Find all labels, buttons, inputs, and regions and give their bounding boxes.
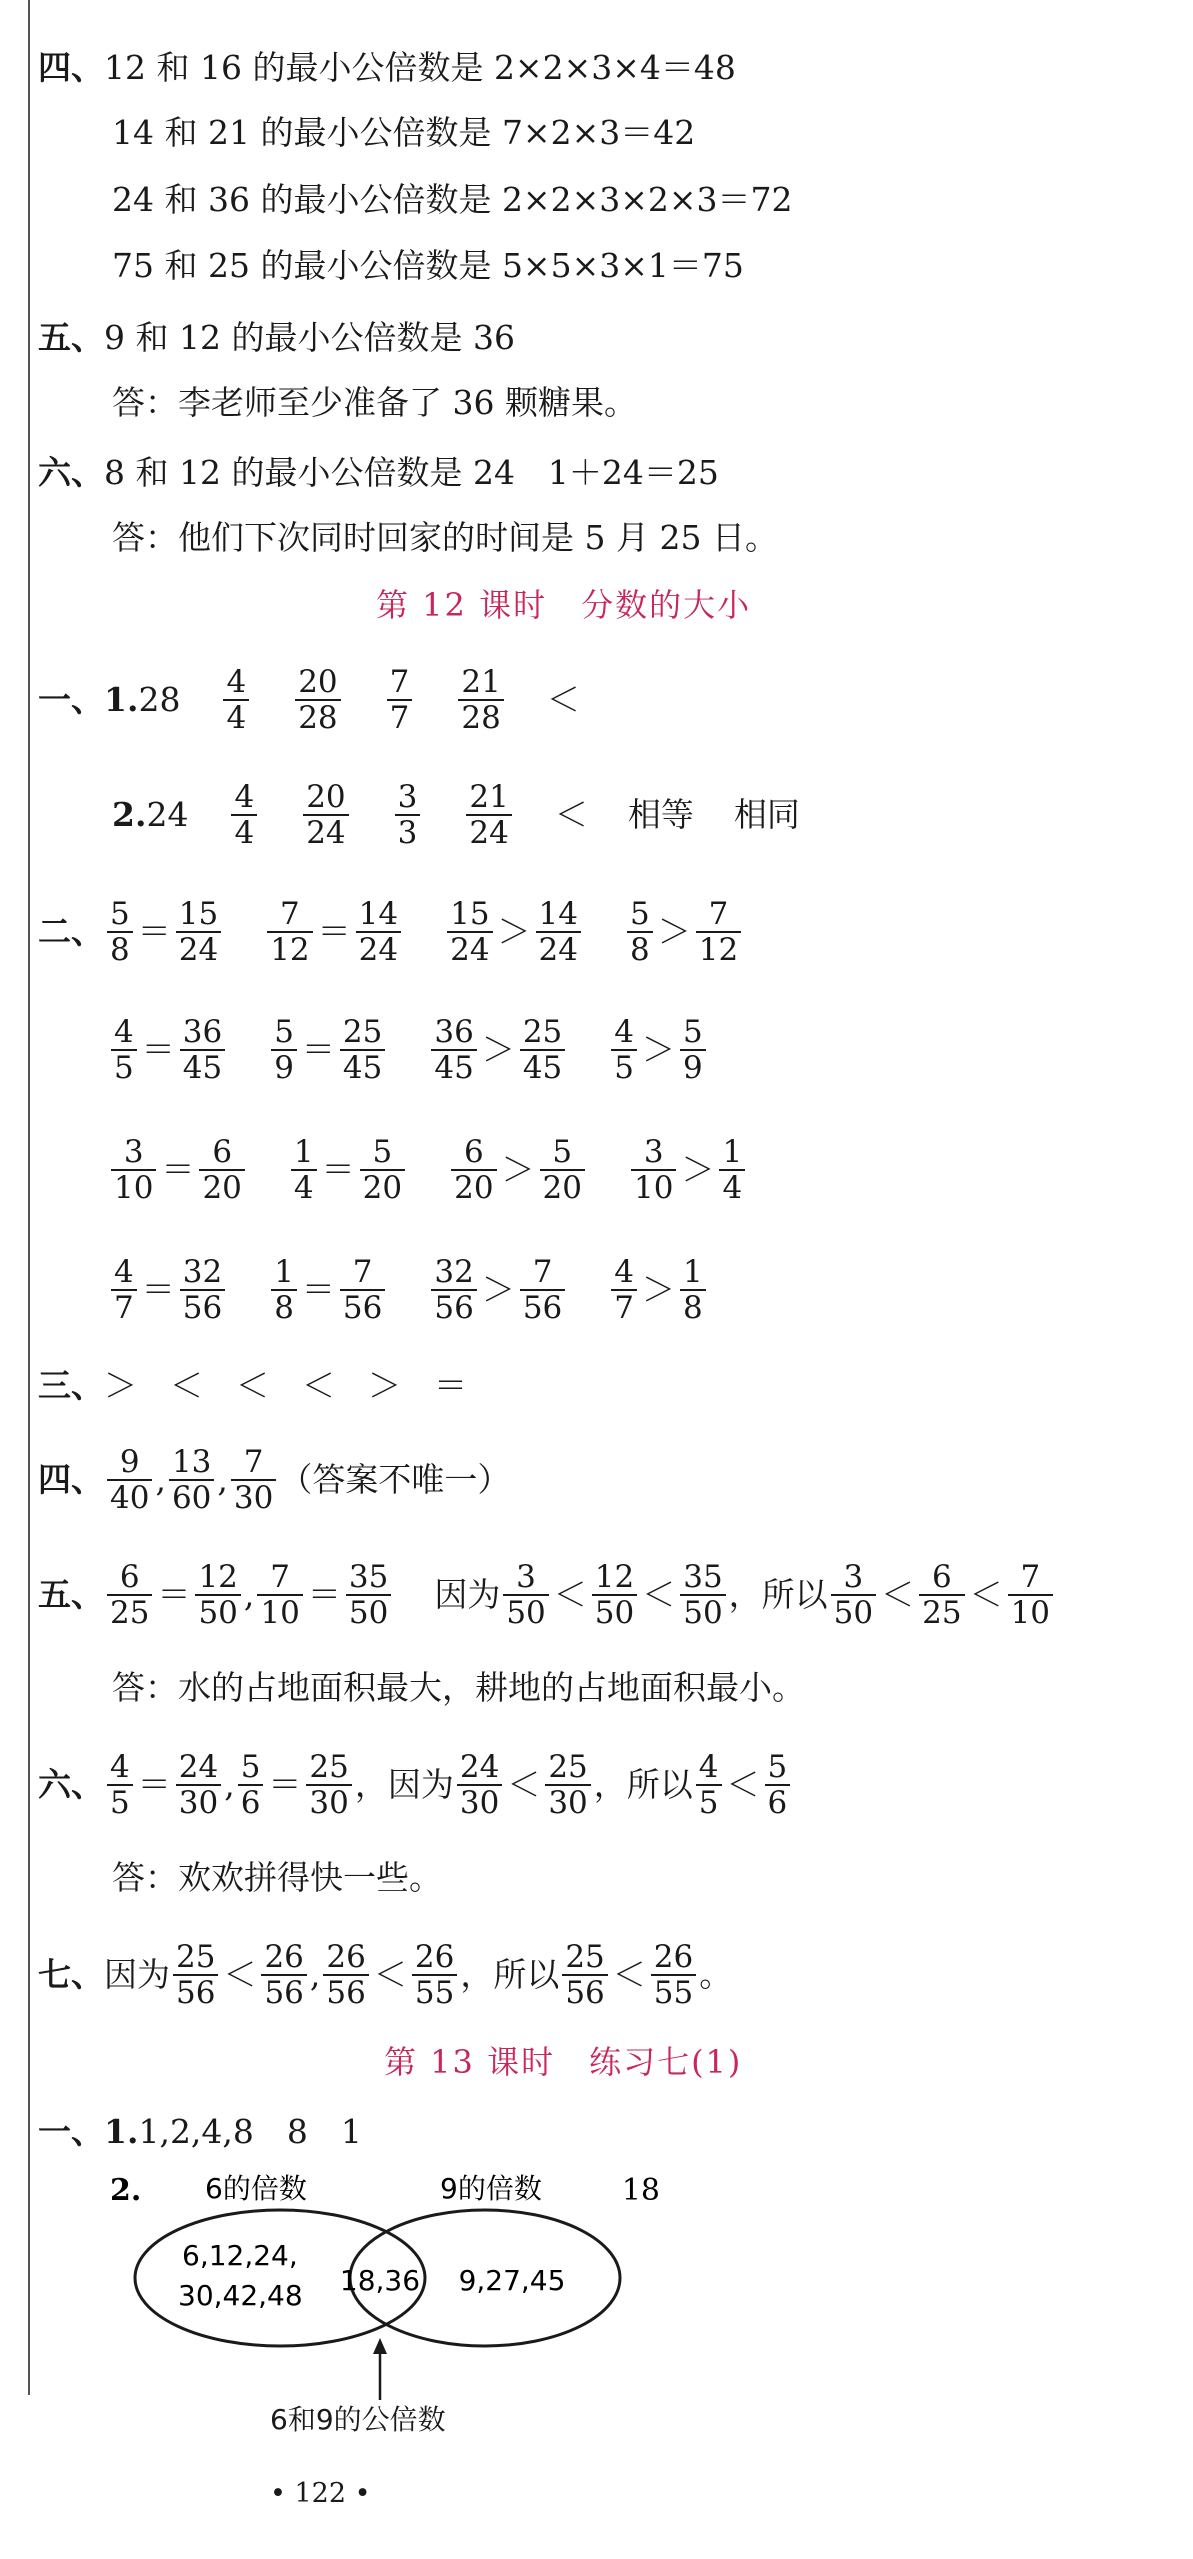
- p12-s5-answer: [112, 1668, 805, 1708]
- p12-s4: 四、 $\frac{9}{40}$ , $\frac{13}{60}$ , $\frac{7}{30}$ （答案不唯一）: [38, 1444, 511, 1516]
- sec6-answer: [112, 518, 778, 558]
- p12-s7: 七、 因为 $\frac{25}{56}$ ＜ $\frac{26}{56}$ , $\frac{26}{56}$ ＜ $\frac{26}{55}$ ，所以 $\frac{25}{56}$ ＜ $\frac{26}{55}$ 。: [38, 1939, 733, 2011]
- lesson-12-heading: [376, 585, 751, 625]
- venn-left-title: 6的倍数: [205, 2172, 307, 2205]
- question-number: 1.: [104, 680, 139, 719]
- text: 答：欢欢拼得快一些。: [112, 1858, 442, 1897]
- p12-s2-row-2: $\frac{4}{5}$ ＝ $\frac{36}{45}$ $\frac{5}{9}$ ＝ $\frac{25}{45}$ $\frac{36}{45}$ ＞ $\frac{25}{45}$ $\frac{4}{5}$ ＞ $\frac{5}{9}$: [108, 1010, 709, 1090]
- fraction: $\frac{21}{24}$: [466, 780, 511, 850]
- text: 因为: [104, 1955, 170, 1994]
- fraction: $\frac{20}{24}$: [303, 780, 348, 850]
- text: 第 12 课时 分数的大小: [376, 586, 752, 624]
- comparison-sign: ＜: [554, 795, 588, 834]
- p13-q1: [38, 2112, 362, 2152]
- text: 答：他们下次同时回家的时间是 5 月 25 日。: [112, 518, 778, 557]
- lesson-13-heading: [384, 2042, 742, 2082]
- text: 。: [699, 1955, 733, 1994]
- text: 9 和 12 的最小公倍数是 36: [104, 318, 515, 357]
- text: （答案不唯一）: [279, 1460, 511, 1499]
- p12-q2: [112, 775, 800, 855]
- text: 28: [138, 680, 181, 719]
- text: 因为: [434, 1575, 501, 1614]
- text: 24 和 36 的最小公倍数是 2×2×3×2×3＝72: [112, 180, 793, 219]
- p12-s6: 六、 $\frac{4}{5}$ ＝ $\frac{24}{30}$ , $\frac{5}{6}$ ＝ $\frac{25}{30}$ ，因为 $\frac{24}{30}$ ＜ $\frac{25}{30}$ ，所以 $\frac{4}{5}$ ＜ $\frac{5}{6}$: [38, 1745, 793, 1825]
- text: 12 和 16 的最小公倍数是 2×2×3×4＝48: [104, 48, 736, 87]
- text: 8 和 12 的最小公倍数是 24 1＋24＝25: [104, 453, 719, 492]
- text: 相等: [627, 795, 694, 834]
- section-label: 一、: [38, 680, 104, 719]
- text: 1,2,4,8 8 1: [138, 2112, 362, 2151]
- text: 答：李老师至少准备了 36 颗糖果。: [112, 383, 637, 422]
- p12-s2-row-3: $\frac{3}{10}$ ＝ $\frac{6}{20}$ $\frac{1}{4}$ ＝ $\frac{5}{20}$ $\frac{6}{20}$ ＞ $\frac{5}{20}$ $\frac{3}{10}$ ＞ $\frac{1}{4}$: [108, 1130, 748, 1210]
- fraction: $\frac{4}{4}$: [231, 780, 257, 850]
- sec5-answer: [112, 383, 637, 423]
- text: 24: [146, 795, 189, 834]
- text: 相同: [733, 795, 800, 834]
- fraction: $\frac{7}{7}$: [387, 665, 413, 735]
- text: ，所以: [728, 1575, 828, 1614]
- text: 14 和 21 的最小公倍数是 7×2×3＝42: [112, 113, 696, 152]
- sec5-line-1: [38, 318, 515, 358]
- p12-q1: [38, 660, 580, 740]
- fraction: $\frac{3}{3}$: [395, 780, 421, 850]
- pointer-arrow-head: [373, 2338, 387, 2354]
- p12-s2-row-4: $\frac{4}{7}$ ＝ $\frac{32}{56}$ $\frac{1}{8}$ ＝ $\frac{7}{56}$ $\frac{32}{56}$ ＞ $\frac{7}{56}$ $\frac{4}{7}$ ＞ $\frac{1}{8}$: [108, 1250, 709, 1330]
- sec4-line-2: [112, 113, 695, 153]
- venn-answer: 18: [621, 2173, 660, 2208]
- fraction: $\frac{20}{28}$: [295, 665, 340, 735]
- section-label: 五、: [38, 318, 104, 357]
- section-label: 三、: [38, 1366, 104, 1405]
- section-label: 六、: [38, 1765, 104, 1804]
- venn-left-text-2: 30,42,48: [178, 2279, 303, 2312]
- page-number: • 122 •: [270, 2478, 371, 2509]
- question-number: 1.: [104, 2112, 139, 2151]
- sec4-line-1: [38, 48, 736, 88]
- section-label: 四、: [38, 48, 104, 87]
- p12-s5: 五、 $\frac{6}{25}$ ＝ $\frac{12}{50}$ , $\frac{7}{10}$ ＝ $\frac{35}{50}$ 因为 $\frac{3}{50}$ ＜ $\frac{12}{50}$ ＜ $\frac{35}{50}$ ，所以 $\frac{3}{50}$ ＜ $\frac{6}{25}$ ＜ $\frac{7}{10}$: [38, 1555, 1056, 1635]
- section-label: 五、: [38, 1575, 104, 1614]
- fraction: $\frac{4}{4}$: [223, 665, 249, 735]
- p12-s2-row-1: 二、 $\frac{5}{8}$ ＝ $\frac{15}{24}$ $\frac{7}{12}$ ＝ $\frac{14}{24}$ $\frac{15}{24}$ ＞ $\frac{14}{24}$ $\frac{5}{8}$ ＞ $\frac{7}{12}$: [38, 892, 744, 972]
- venn-right-title: 9的倍数: [440, 2172, 542, 2205]
- section-label: 六、: [38, 453, 104, 492]
- section-label: 二、: [38, 912, 104, 951]
- sec6-line-1: [38, 453, 719, 493]
- text: 75 和 25 的最小公倍数是 5×5×3×1＝75: [112, 246, 744, 285]
- text: ，因为: [354, 1765, 454, 1804]
- fraction: $\frac{21}{28}$: [458, 665, 503, 735]
- p12-s3: [38, 1366, 467, 1406]
- section-label: 四、: [38, 1460, 104, 1499]
- question-number: 2.: [110, 2173, 142, 2208]
- venn-overlap-text: 18,36: [339, 2264, 421, 2297]
- text: ＞ ＜ ＜ ＜ ＞ ＝: [104, 1366, 467, 1405]
- venn-caption: [270, 2400, 446, 2440]
- comparison-sign: ＜: [546, 680, 580, 719]
- margin-rule: [28, 0, 30, 2395]
- text: ，所以: [460, 1955, 560, 1994]
- p12-s6-answer: [112, 1858, 442, 1898]
- sec4-line-4: [112, 246, 744, 286]
- venn-left-text-1: 6,12,24,: [182, 2239, 298, 2272]
- question-number: 2.: [112, 795, 147, 834]
- venn-right-text: 9,27,45: [458, 2264, 566, 2297]
- text: 答：水的占地面积最大，耕地的占地面积最小。: [112, 1668, 805, 1707]
- section-label: 七、: [38, 1955, 104, 1994]
- text: 6和9的公倍数: [270, 2403, 446, 2436]
- text: 第 13 课时 练习七(1): [384, 2043, 743, 2081]
- venn-diagram: [80, 2160, 680, 2420]
- sec4-line-3: [112, 180, 793, 220]
- text: ，所以: [593, 1765, 693, 1804]
- section-label: 一、: [38, 2112, 104, 2151]
